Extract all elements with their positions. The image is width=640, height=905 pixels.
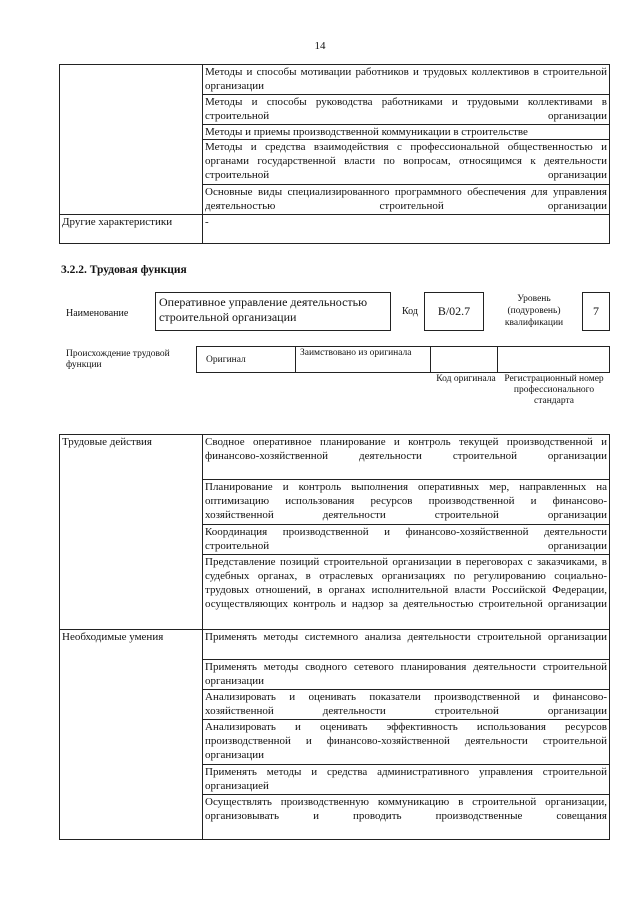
page-number: 14 [314,40,326,52]
knowledge-item: Методы и способы руководства работниками и трудовыми коллективами в строительной организации [203,95,610,125]
knowledge-table-continued [59,64,610,244]
other-characteristics-label: Другие характеристики [60,215,203,244]
code-value-box: В/02.7 [424,292,484,331]
skill-item: Применять методы сводного сетевого планирования деятельности строительной организации [203,660,610,690]
labor-function-table [59,434,610,840]
table-row [60,630,610,660]
borrowed-cell: Заимствовано из оригинала [295,346,431,373]
original-code-cell [430,346,498,373]
table-row [60,65,610,95]
section-title: 3.2.2. Трудовая функция [61,264,187,276]
table-row [60,435,610,480]
other-characteristics-value: - [203,215,610,244]
skill-item: Осуществлять производственную коммуникацию в строительной организации, организовывать и проводить производственные совещания [203,795,610,840]
original-cell: Оригинал [196,346,296,373]
table-row [60,215,610,244]
knowledge-item: Методы и приемы производственной коммуникации в строительстве [203,125,610,140]
empty-label-cell [60,65,203,215]
registration-number-cell [497,346,610,373]
required-skills-label: Необходимые умения [60,630,203,840]
labor-action-item: Координация производственной и финансово-хозяйственной деятельности строительной организации [203,525,610,555]
knowledge-item: Методы и способы мотивации работников и трудовых коллективов в строительной организации [203,65,610,95]
skill-item: Анализировать и оценивать показатели производственной и финансово-хозяйственной деятельности строительной организации [203,690,610,720]
registration-number-caption: Регистрационный номер профессионального стандарта [504,374,604,406]
function-name-box: Оперативное управление деятельностью строительной организации [155,292,391,331]
skill-item: Анализировать и оценивать эффективность использования ресурсов производственной и финансово-хозяйственной деятельности строительной организации [203,720,610,765]
original-code-caption: Код оригинала [436,374,496,384]
origin-label: Происхождение трудовой функции [66,349,170,370]
code-label: Код [402,306,418,317]
knowledge-item: Методы и средства взаимодействия с профессиональной общественностью и органами государственной власти по вопросам, относящимся к деятельности строительной организации [203,140,610,185]
labor-action-item: Планирование и контроль выполнения оперативных мер, направленных на оптимизацию использования ресурсов производственной и финансово-хозяйственной деятельности строительной организации [203,480,610,525]
labor-action-item: Представление позиций строительной организации в переговорах с заказчиками, в судебных органах, в отраслевых организациях по регулированию социально-трудовых отношений, в органах исполнительной власти Российской Федерации, осуществляющих контроль и надзор за деятельностью строительной организации [203,555,610,630]
labor-action-item: Сводное оперативное планирование и контроль текущей производственной и финансово-хозяйственной деятельности строительной организации [203,435,610,480]
qualification-level-box: 7 [582,292,610,331]
labor-actions-label: Трудовые действия [60,435,203,630]
qualification-level-label: Уровень (подуровень) квалификации [504,294,564,328]
skill-item: Применять методы системного анализа деятельности строительной организации [203,630,610,660]
knowledge-item: Основные виды специализированного программного обеспечения для управления деятельностью строительной организации [203,185,610,215]
name-label: Наименование [66,308,129,319]
skill-item: Применять методы и средства административного управления строительной организацией [203,765,610,795]
